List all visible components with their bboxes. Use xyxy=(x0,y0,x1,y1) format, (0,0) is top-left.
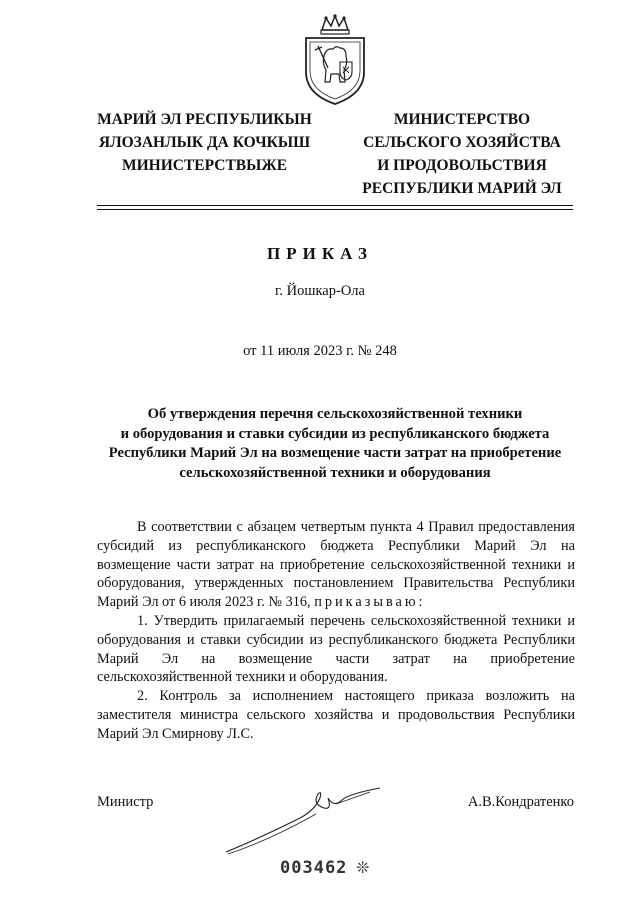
order-word: приказываю: xyxy=(314,594,426,611)
header-ministry-mari xyxy=(92,108,317,177)
intro-text: В соответствии с абзацем четвертым пункта 4 Правил предоставления субсидий из республиканского бюджета Республики Марий Эл на возмещение части затрат на приобретение сельскохозяйственной техники и оборудования, утвержденных постановлением Правительства Республики Марий Эл от 6 июля 2023 г. № 316, xyxy=(97,519,575,611)
header-divider-thick xyxy=(97,205,573,206)
subject-line: Республики Марий Эл на возмещение части затрат на приобретение xyxy=(108,445,562,461)
header-right-line: РЕСПУБЛИКИ МАРИЙ ЭЛ xyxy=(362,180,562,197)
header-right-line: МИНИСТЕРСТВО xyxy=(393,111,531,128)
subject-line: сельскохозяйственной техники и оборудования xyxy=(179,464,491,481)
order-item-2: 2. Контроль за исполнением настоящего приказа возложить на заместителя министра сельского хозяйства и продовольствия Республики Марий Эл Смирнову Л.С. xyxy=(97,688,575,742)
serial-star-icon: ❊ xyxy=(356,860,370,877)
signatory-position: Министр xyxy=(97,794,154,810)
document-title: ПРИКАЗ xyxy=(267,244,373,263)
header-left-line: МИНИСТЕРСТВЫЖЕ xyxy=(121,157,288,174)
subject-line: Об утверждения перечня сельскохозяйственной техники xyxy=(147,406,523,422)
document-subject xyxy=(95,405,575,483)
handwritten-signature xyxy=(220,778,390,858)
serial-number: 003462 xyxy=(280,858,348,878)
header-right-line: СЕЛЬСКОГО ХОЗЯЙСТВА xyxy=(363,134,561,151)
header-right-line: И ПРОДОВОЛЬСТВИЯ xyxy=(377,157,547,174)
document-city: г. Йошкар-Ола xyxy=(275,283,365,299)
intro-paragraph xyxy=(97,518,575,612)
header-left-line: ЯЛОЗАНЛЫК ДА КОЧКЫШ xyxy=(98,134,311,151)
document-date-number: от 11 июля 2023 г. № 248 xyxy=(243,343,397,359)
header-ministry-russian xyxy=(352,108,572,200)
header-left-line: МАРИЙ ЭЛ РЕСПУБЛИКЫН xyxy=(97,111,312,128)
subject-line: и оборудования и ставки субсидии из республиканского бюджета xyxy=(120,425,550,442)
document-body xyxy=(97,518,575,744)
coat-of-arms-emblem xyxy=(300,12,370,108)
header-divider-thin xyxy=(97,209,573,210)
signatory-name: А.В.Кондратенко xyxy=(467,794,574,810)
order-item-1: 1. Утвердить прилагаемый перечень сельскохозяйственной техники и оборудования и ставки субсидии из республиканского бюджета Республики Марий Эл на возмещение части затрат на приобретение сельскохозяйственной техники и оборудования. xyxy=(97,612,575,686)
